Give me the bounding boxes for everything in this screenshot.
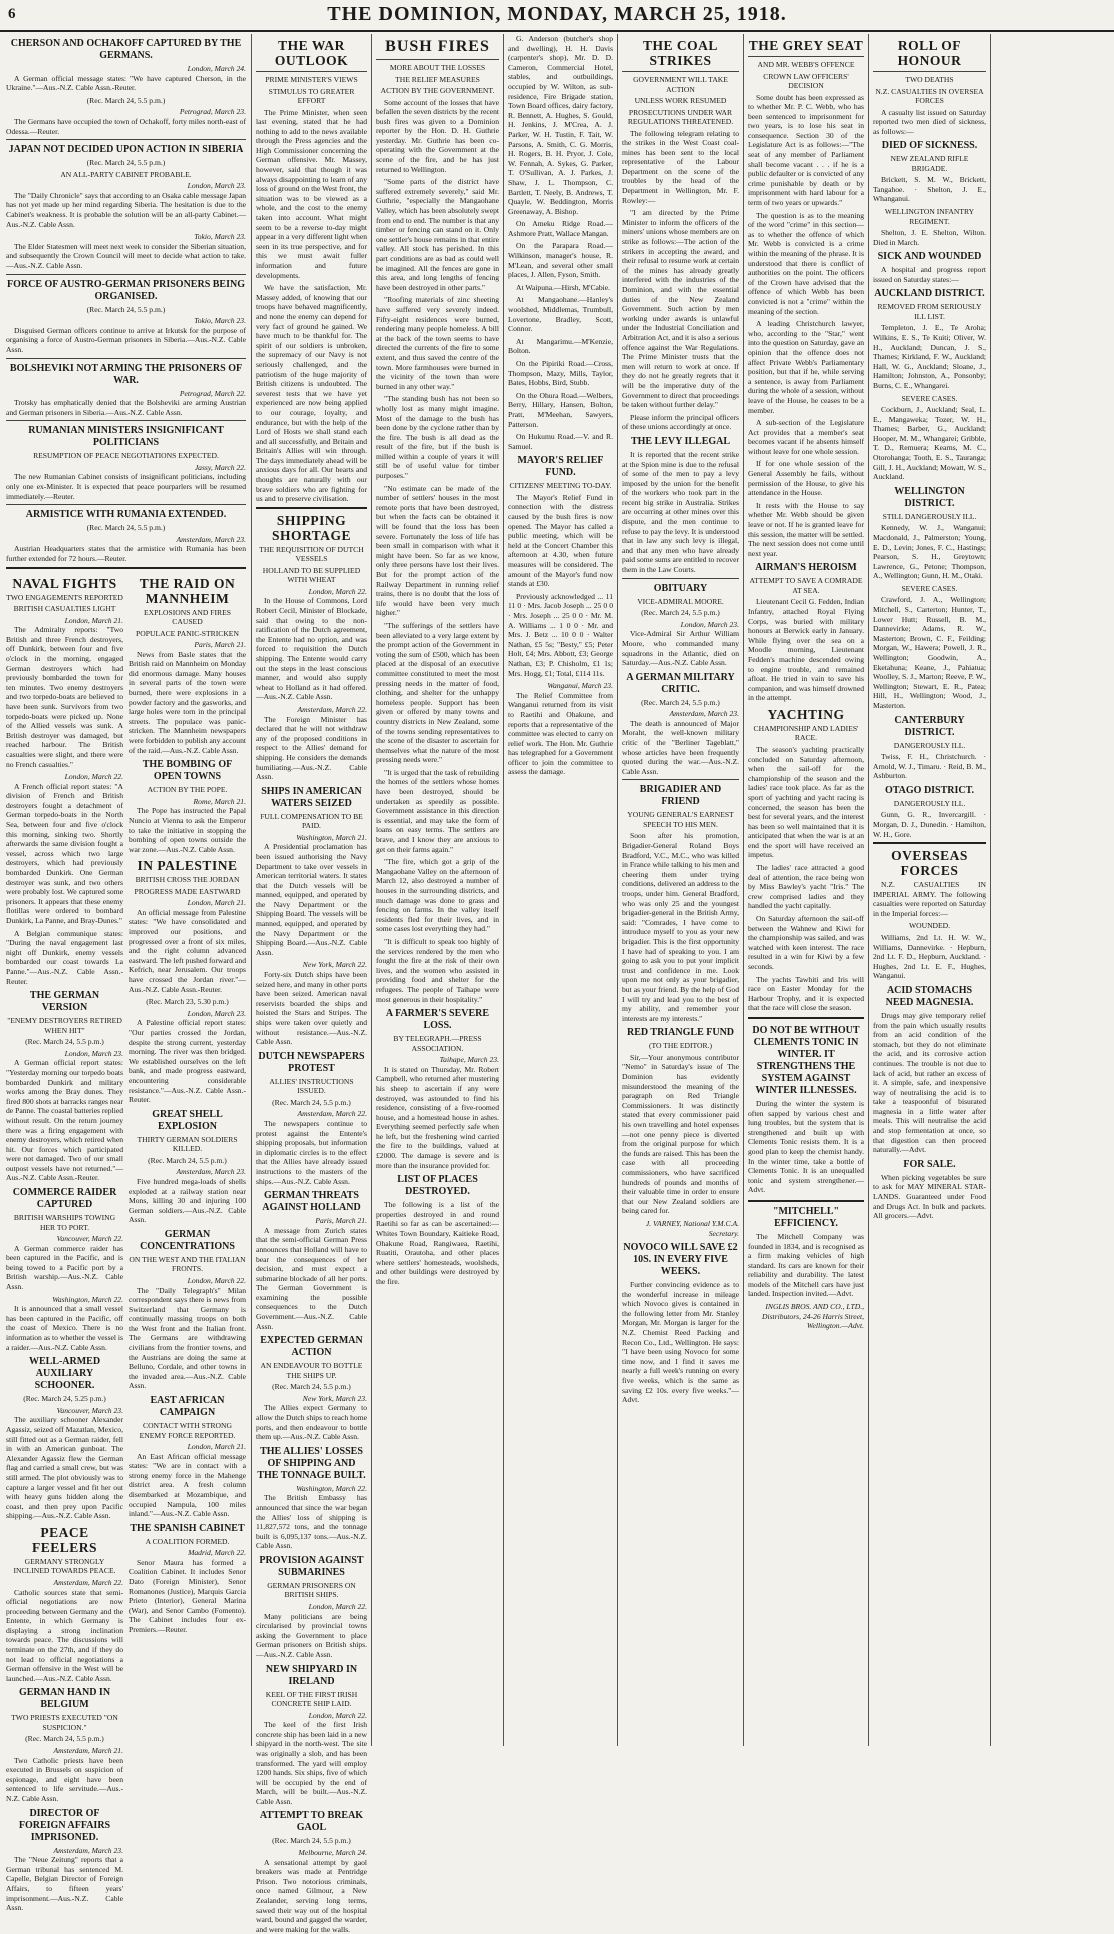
article-text: "It is difficult to speak too highly of the services rendered by the men who fought the fire at the risk of their own lives, and the women who assisted in providing food and shelter for the refugees. The people of Taihape were most generous in their hospitality."	[376, 936, 499, 1004]
headline: IN PALESTINE	[137, 858, 238, 874]
subheadline: VICE-ADMIRAL MOORE.	[637, 596, 724, 606]
page-number: 6	[8, 6, 16, 22]
casualty-list: Twiss, F. H., Christchurch. · Arnold, W. J., Timaru. · Reid, B. M., Ashburton.	[873, 752, 986, 781]
article-text: Trotsky has emphatically denied that the Bolsheviki are arming Austrian and German prisoners in Siberia.—Aus.-N.Z. Cable Assn.	[6, 398, 246, 417]
advert-box	[748, 1017, 864, 1202]
article-text: The season's yachting practically concluded on Saturday afternoon, when the sail-off for the championship of the season and the ladies' race took place. As far as the sport of yachting and yacht racing is concerned, the season has been the best for several years, and the interest has been so well maintained that it is anticipated that when the war is at an end the sport will have received an impetus.	[748, 744, 864, 860]
column-rule	[503, 34, 504, 1746]
article-text: The following is a list of the properties destroyed in and round Raetihi so far as can be ascertained:—Whites Town Boundary, Kaitieke Road, Ohakune Road, Rangiwaea, Raetihi, Ruatiti, Orautoha, and other places where settlers' homesteads, woolsheds, and other buildings were destroyed by the fire.	[376, 1200, 499, 1286]
headline: DIED OF SICKNESS.	[881, 140, 978, 152]
headline: PEACE FEELERS	[31, 1524, 98, 1555]
article-text: Vice-Admiral Sir Arthur William Moore, who commanded many squadrons in the Atlantic, died on Saturday.—Aus.-N.Z. Cable Assn.	[622, 629, 739, 668]
casualty-list: Kennedy, W. J., Wanganui; Macdonald, J., Palmerston; Young, E. D., Levin; Jones, F. C., Hastings; Pearson, S. H., Greytown; Lawrence, G., Petone; Thompson, A., Wellington; Gunn, H. M., Otaki.	[873, 523, 986, 581]
dateline: London, March 23.	[187, 181, 246, 191]
received-note: (Rec. March 24, 5.5 p.m.)	[641, 608, 720, 618]
headline: MAYOR'S RELIEF FUND.	[517, 455, 604, 479]
headline: OBITUARY	[653, 582, 708, 594]
dateline: Madrid, March 22.	[188, 1548, 246, 1558]
dateline: Washington, March 22.	[52, 1294, 123, 1304]
subheadline: DANGEROUSLY ILL.	[893, 740, 966, 750]
dateline: London, March 21.	[64, 615, 123, 625]
article-text: The following telegram relating to the strikes in the West Coast coal-mines has been sent to the local representative of the Labour Department on the scene of the troubles by the head of the Department in Wellington, Mr. F. Rowley:—	[622, 128, 739, 205]
headline: DIRECTOR OF FOREIGN AFFAIRS IMPRISONED.	[18, 1807, 111, 1843]
headline: GERMAN HAND IN BELGIUM	[18, 1687, 111, 1711]
headline: THE ALLIES' LOSSES OF SHIPPING AND THE TONNAGE BUILT.	[257, 1445, 366, 1481]
article-text: Many politicians are being circularised by provincial towns asking the Government to place German prisoners on British ships.—Aus.-N.Z. Cable Assn.	[256, 1611, 367, 1659]
subheadline: YOUNG GENERAL'S EARNEST SPEECH TO HIS MEN.	[627, 810, 734, 829]
article-text: It is reported that the recent strike at the Spion mine is due to the refusal of some of the men to pay a levy imposed by the union for the benefit of the workers who took part in the recent big strike in Australia. Strikes are occurring at other mines over this dispute, and the men continue to refuse to pay the levy. It is understood that in law any such levy is illegal, and that any men who have already paid some sums are entitled to recover them in the Law Courts.	[622, 449, 739, 575]
article-text: An East African official message states: "We are in contact with a strong enemy force in the Mahenge district area. A fresh column disembarked at Mozambique, and occupied Nampula, 100 miles inland."—Aus.-N.Z. Cable Assn.	[129, 1451, 246, 1519]
dateline: Paris, March 21.	[315, 1216, 367, 1226]
subheadline: REMOVED FROM SERIOUSLY ILL LIST.	[877, 302, 982, 321]
advert-text: During the winter the system is often sapped by various chest and lung troubles, but the system that is strengthened and built up with Clements Tonic resists them. It is a good plan to keep the chemist handy. In the winter time, take a bottle of Clements Tonic. It is an unequalled tonic and system strengthener.—Advt.	[748, 1098, 864, 1195]
subheadline: ON THE WEST AND THE ITALIAN FRONTS.	[129, 1254, 246, 1274]
subheadline: TWO PRIESTS EXECUTED "ON SUSPICION."	[11, 1713, 118, 1732]
advert-text: Drugs may give temporary relief from the pain which usually results from an acid condition of the stomach, but they do not eliminate the acid, and its corrosive action continues. The trouble is not due to lack of acid, but rather an excess of it. A simple, safe, and inexpensive way of neutralising the acid is to take a teaspoonful of bisurated magnesia in a little water after meals. This will neutralise the acid and stop fermentation at once, so that digestion can then proceed naturally.—Advt.	[873, 1010, 986, 1155]
article-text: News from Basle states that the British raid on Mannheim on Monday did enormous damage. Many houses in several parts of the town were burned, there were explosions in a powder factory and the gasworks, and large holes were torn in the principal streets. The populace was panic-stricken. The Mannheim newspapers were forbidden to publish any account of the raid.—Aus.-N.Z. Cable Assn.	[129, 649, 246, 755]
dateline: Taihape, March 23.	[439, 1055, 499, 1065]
subheadline: AN ALL-PARTY CABINET PROBABLE.	[60, 169, 192, 179]
article-text: The British Embassy has announced that since the war began the Allies' loss of shipping is 11,827,572 tons, and the tonnage built is 6,095,137 tons.—Aus.-N.Z. Cable Assn.	[256, 1493, 367, 1551]
column-rule	[743, 34, 744, 1746]
headline: GERMAN CONCENTRATIONS	[140, 1228, 235, 1252]
article-text: We have the satisfaction, Mr. Massey added, of knowing that our troops have behaved magnificently, and none the enemy can depend for very fact of ground he gained. We have much to be thankful for. The spirit of our soldiers is unbroken, the supremacy of our Navy is not seriously challenged, and the patriotism of the huge majority of British citizens is undoubted. The severest tests that we have yet experienced are now being applied to our courage, loyalty, and endurance, but with the help of the Lord of Hosts we shall stand each and all successfully, and Britain and Britain's Allies will win through. The days immediately ahead will be anxious days for all. Our hearts and thoughts are naturally with our brave soldiers who are fighting for us and to preserve civilisation.	[256, 283, 367, 504]
subheadline: GOVERNMENT WILL TAKE ACTION	[633, 75, 728, 94]
subheadline: WELLINGTON INFANTRY REGIMENT.	[884, 207, 975, 226]
article-text: "Some parts of the district have suffered extremely severely," said Mr. Guthrie, "especially the Mangaohane Valley, which has been absolutely swept from end to end. The number is that any timber or fencing can stand on it. Only one settler's house remains in that entire valley. All stock has perished. In this part conditions are as bad as could well be imagined. All the fences are gone in this area, and long lengths of fencing have been destroyed in other parts."	[376, 177, 499, 292]
article-text: "The sufferings of the settlers have been alleviated to a very large extent by the prompt action of the Government in voting the sum of £500, which has been placed at the disposal of an executive committee constituted to meet the most pressing needs in the matter of food, clothing, and shelter for the unhappy homeless people. Support has been given or offered by many towns and country districts in New Zealand, some of the towns sending representatives to the scene of the disaster to ascertain for themselves what the nature of the most pressing needs were."	[376, 620, 499, 765]
subheadline: WOUNDED.	[908, 921, 951, 931]
article-text: A sub-section of the Legislature Act provides that a member's seat becomes vacant if he absents himself without leave for one whole session.	[748, 418, 864, 456]
headline: THE WAR OUTLOOK	[274, 38, 349, 68]
headline: NEW SHIPYARD IN IRELAND	[265, 1663, 358, 1687]
article-text: A casualty list issued on Saturday reported two men died of sickness, as follows:—	[873, 107, 986, 136]
subheadline: THIRTY GERMAN SOLDIERS KILLED.	[137, 1134, 238, 1154]
subheadline: STILL DANGEROUSLY ILL.	[882, 511, 977, 521]
headline: THE GERMAN VERSION	[29, 990, 100, 1014]
subheadline: CROWN LAW OFFICERS' DECISION	[763, 71, 849, 90]
headline: THE BOMBING OF OPEN TOWNS	[142, 759, 233, 783]
headline: FORCE OF AUSTRO-GERMAN PRISONERS BEING ORGANISED.	[7, 278, 245, 302]
headline: THE COAL STRIKES	[643, 38, 718, 68]
article-text: In the House of Commons, Lord Robert Cecil, Minister of Blockade, said that owing to the non-ratification of the Dutch agreement, the Entente had no option, and was forced to requisition the Dutch shipping. The Entente would carry out the steps in the least conscious manner, and would also supply wheat to Holland as it had offered.—Aus.-N.Z. Cable Assn.	[256, 596, 367, 702]
subheadline: FULL COMPENSATION TO BE PAID.	[260, 811, 363, 831]
article-text: The Foreign Minister has declared that he will not withdraw any of the proposed conditions in respect to the Allies' demand for shipping. He considers the demands humiliating.—Aus.-N.Z. Cable Assn.	[256, 714, 367, 782]
article-text: A German commerce raider has been captured in the Pacific, and is being towed to a Pacific port by a British warship.—Aus.-N.Z. Cable Assn.	[6, 1243, 123, 1292]
subheadline: SEVERE CASES.	[901, 583, 958, 593]
subheadline: AND MR. WEBB'S OFFENCE	[757, 60, 855, 69]
article-text: A Presidential proclamation has been issued authorising the Navy Department to take over vessels in American territorial waters. It states that the Dutch vessels will be manned, equipped, and operated by the Navy Department or the Shipping Board. The vessels will be manned, equipped, and operated by the Navy Department or the Shipping Board.—Aus.-N.Z. Cable Assn.	[256, 842, 367, 957]
article-text: Catholic sources state that semi-official negotiations are now proceeding between Germany and the Entente, in which Germany is displaying a strong inclination towards peace. The discussions will terminate on the 27th, and if they do not lead to official negotiations a German offensive in the West will be launched.—Aus.-N.Z. Cable Assn.	[6, 1587, 123, 1683]
headline: SHIPPING SHORTAGE	[271, 512, 352, 543]
dateline: Washington, March 21.	[296, 832, 367, 842]
subheadline: DANGEROUSLY ILL.	[893, 798, 966, 808]
dateline: Paris, March 21.	[194, 640, 246, 650]
subheadline: HOLLAND TO BE SUPPLIED WITH WHEAT	[262, 565, 361, 585]
subheadline: GERMAN PRISONERS ON BRITISH SHIPS.	[267, 1580, 356, 1600]
headline: CHERSON AND OCHAKOFF CAPTURED BY THE GERMANS.	[10, 38, 242, 61]
headline: LIST OF PLACES DESTROYED.	[397, 1174, 478, 1198]
article-text: A French official report states: "A division of French and British destroyers fought a detachment of German torpedo-boats in the North Sea, between four and five o'clock this morning, sinking two. Shortly afterwards the same division fought a vessel, across which two large destroyers, which had previously bombarded Dunkirk. One German destroyer was sunk, and two others were probably lost. We captured some prisoners. It appears that these enemy flotillas were ordered to bombard Dunkirk, La Panne, and Bray-Dunes."	[6, 781, 123, 925]
headline: EAST AFRICAN CAMPAIGN	[150, 1395, 225, 1419]
article-text: The Elder Statesmen will meet next week to consider the Siberian situation, and subsequently the Crown Council will meet to decide what action to take.—Aus.-N.Z. Cable Assn.	[6, 241, 246, 270]
advert-signature: INGLIS BROS. AND CO., LTD., Distributors, 24-26 Harris Street, Wellington.—Advt.	[761, 1302, 864, 1331]
headline: PROVISION AGAINST SUBMARINES	[259, 1554, 364, 1578]
advert-headline: ACID STOMACHS NEED MAGNESIA.	[885, 984, 974, 1008]
article-text: "I am directed by the Prime Minister to inform the officers of the miners' unions whose members are on strike as follows:—The action of the strikers in accepting the award, and their refusal to resume work at certain of the mines has already greatly interfered with the industries of the Dominion, and with the essential duties of the New Zealand Government. Such action by men working under awards is unlawful under the Industrial Conciliation and Arbitration Act, and it is also a serious offence against the War Regulations. The Prime Minister trusts that the men will return to work at once. If they do not he greatly regrets that it will be the imperative duty of the Government to direct that proceedings be taken without further delay."	[622, 208, 739, 410]
advert-headline: FOR SALE.	[903, 1158, 956, 1170]
subheadline: RESUMPTION OF PEACE NEGOTIATIONS EXPECTED.	[33, 451, 219, 461]
article-text: If for one whole session of the General Assembly he fails, without permission of the House, to give his attendance in the House.	[748, 459, 864, 498]
advert-headline: "MITCHELL" EFFICIENCY.	[772, 1205, 840, 1229]
received-note: (Rec. March 24, 5.5 p.m.)	[25, 1734, 104, 1744]
article-text: A leading Christchurch lawyer, who, according to the "Star," went into the question on Saturday, gave an opinion that the offence does not affect Private Webb's Parliamentary position, but that if he, while serving a sentence, is away from Parliament during the whole of a session, without leave of the House, he ceases to be a member.	[748, 319, 864, 415]
article-text: A German official report states: "Yesterday morning our torpedo boats bombarded Dunkirk and military works among the Bray dunes. They fired 800 shots at barracks ranges near de Panne. The coastal batteries replied without result. On the return journey there was a firing engagement with enemy destroyers, which retired when hit. Our forces which participated were not damaged. Two of our small outpost vessels have not returned."—Aus.-N.Z. Cable Assn.-Reuter.	[6, 1058, 123, 1183]
subheadline: BRITISH WARSHIPS TOWING HER TO PORT.	[13, 1213, 116, 1232]
dateline: London, March 22.	[308, 586, 367, 596]
subheadline: CHAMPIONSHIP AND LADIES' RACE.	[753, 723, 859, 743]
article-text: Two Catholic priests have been executed in Brussels on suspicion of espionage, and eight have been sentenced to life servitude.—Aus.-N.Z. Cable Assn.	[6, 1755, 123, 1803]
headline: BUSH FIRES	[385, 38, 490, 55]
dateline: London, March 23.	[64, 1048, 123, 1058]
headline: RED TRIANGLE FUND	[626, 1027, 735, 1039]
received-note: (Rec. March 24, 5.5 p.m.)	[25, 1037, 104, 1047]
article-text: "It is urged that the task of rebuilding the homes of the settlers whose homes have been destroyed, should be undertaken as speedily as possible. Government assistance in this direction is essential, and may take the form of loans on easy terms. The settlers are brave, and I know they are anxious to get on their farms again."	[376, 767, 499, 854]
headline: DUTCH NEWSPAPERS PROTEST	[258, 1050, 365, 1074]
column-3	[376, 34, 499, 1746]
dateline: Melbourne, March 24.	[298, 1848, 367, 1858]
article-text: Forty-six Dutch ships have been seized here, and many in other ports have been seized. American naval reservists boarded the ships and hoisted the Stars and Stripes. The ships were taken over quietly and without resistance.—Aus.-N.Z. Cable Assn.	[256, 970, 367, 1047]
dateline: Amsterdam, March 22.	[53, 1577, 123, 1587]
article-text: The auxiliary schooner Alexander Agassiz, seized off Mazatlan, Mexico, still fitted out as a German raider, fell in with an American gunboat. The Alexander Agassiz flew the German flag and carried a small crew, but was still armed. The plot obviously was to capture a larger vessel and fit her out with heavy guns hidden along the coast, and then prey upon Pacific shipping.—Aus.-N.Z. Cable Assn.	[6, 1415, 123, 1521]
article-text: Senor Maura has formed a Coalition Cabinet. It includes Senor Dato (Foreign Minister), Senor Romanones (Justice), Marquis Garcia Prieto (Interior), General Marina (War), and Senor Cambo (Fomento). The Cabinet includes four ex-Premiers.—Reuter.	[129, 1557, 246, 1635]
headline: THE GREY SEAT	[748, 38, 864, 53]
column-rule	[251, 34, 252, 1746]
subheadline: THE RELIEF MEASURES	[395, 74, 480, 84]
dateline: London, March 22.	[308, 1710, 367, 1720]
headline: AUCKLAND DISTRICT.	[874, 288, 985, 300]
headline: GREAT SHELL EXPLOSION	[152, 1108, 223, 1132]
headline: OVERSEAS FORCES	[891, 848, 968, 879]
dateline: Jassy, March 22.	[194, 462, 246, 472]
dateline: London, March 24.	[187, 64, 246, 73]
received-note: (Rec. March 24, 5.5 p.m.)	[272, 1382, 351, 1392]
letter-text: Sir,—Your anonymous contributor "Nemo" in Saturday's issue of The Dominion has evidently misunderstood the meaning of the paragraph on Red Triangle Commissioners. It was distinctly stated that every commissioner paid his own travelling and hotel expenses—not one penny piece is diverted from the original purpose for which the funds are raised. This has been the case with all proceeding commissioners, who have sacrificed hundreds of pounds and months of their valuable time in order to ensure that our New Zealand soldiers are being cared for.	[622, 1052, 739, 1216]
dateline: Vancouver, March 23.	[56, 1405, 123, 1415]
article-text: On the Ohura Road.—Welbers, Berry, Hillary, Hansen, Bolton, Pratt, M'Meehan, Sawyers, Patterson.	[508, 390, 613, 429]
article-text: An official message from Palestine states: "We have consolidated and improved our positions, and progressed over a front of six miles, and the right column advanced eastward. The left pushed forward and Kefrich, near Jerusalem. Our troops have crossed the Jordan river."—Aus.-N.Z. Cable Assn.-Reuter.	[129, 907, 246, 994]
headline: JAPAN NOT DECIDED UPON ACTION IN SIBERIA	[8, 144, 244, 156]
article-text: Please inform the principal officers of these unions accordingly at once.	[622, 412, 739, 432]
article-text: The Prime Minister, when seen last evening, stated that he had nothing to add to the news available through the Press agencies and the High Commissioner concerning the German offensive. Mr. Massey, however, said that though it was always disappointing to learn of any loss of ground on the West front, the situation was to be viewed as a whole, and the cost to the enemy taken into account. What might seem to be a reverse to-day might appear in a very different light when seen in its true perspective, and for this we must await fuller information and future developments.	[256, 107, 367, 280]
article-text: The newspapers continue to protest against the Entente's shipping proposals, but information in diplomatic circles is to the effect that the Allies have already issued instructions to the masters of the ships.—Aus.-N.Z. Cable Assn.	[256, 1118, 367, 1186]
headline: A GERMAN MILITARY CRITIC.	[626, 671, 735, 695]
article-text: A German official message states: "We have captured Cherson, in the Ukraine."—Aus.-N.Z. Cable Assn.-Reuter.	[6, 73, 246, 93]
advert-text: When picking vegetables be sure to ask for MAY MINERAL STAR-LANDS. Guaranteed under Food and Drugs Act. In bulk and packets. All grocers.—Advt.	[873, 1172, 986, 1221]
article-text: The Allies expect Germany to allow the Dutch ships to reach home ports, and then endeavour to bottle them up.—Aus.-N.Z. Cable Assn.	[256, 1403, 367, 1442]
column-rule	[617, 34, 618, 1746]
headline: GERMAN THREATS AGAINST HOLLAND	[262, 1190, 361, 1214]
article-text: A hospital and progress report issued on Saturday states:—	[873, 265, 986, 284]
article-text: At Mangaohane.—Hanley's woolshed, Middlemas, Trumbull, Lovertone, Bradley, Scott, Connor.	[508, 295, 613, 334]
subheadline: AN ENDEAVOUR TO BOTTLE THE SHIPS UP.	[260, 1361, 363, 1380]
headline: BOLSHEVIKI NOT ARMING THE PRISONERS OF WAR.	[9, 362, 243, 386]
headline: ROLL OF HONOUR	[897, 38, 962, 68]
column-rule	[990, 34, 991, 1746]
article-text: The "Daily Chronicle" says that according to an Osaka cable message Japan has not yet made up her mind regarding Siberia. The hesitation is due to the Cabinet's weakness. It is probable the solution will be an all-party Cabinet.—Aus.-N.Z. Cable Assn.	[6, 190, 246, 229]
article-text: On the Parapara Road.—Wilkinson, manager's house, R. M'Lean, and several other small places, J. Allen, Fyson, Smith.	[508, 241, 613, 280]
casualty-list: Brickett, S. M. W., Brickett, Tangahoe. · Shelton, J. E., Whanganui.	[873, 175, 986, 204]
masthead	[0, 0, 1114, 32]
subheadline: NEW ZEALAND RIFLE BRIGADE.	[890, 154, 969, 173]
article-text: The "Daily Telegraph's" Milan correspondent says there is news from Switzerland that Germany is continually massing troops on both the West front and the Italian front. The Germans are withdrawing civilians from the frontier towns, and the Austrians are doing the same at Belluno, Cordale, and other towns in the invaded area.—Aus.-N.Z. Cable Assn.	[129, 1285, 246, 1391]
headline: EXPECTED GERMAN ACTION	[260, 1335, 363, 1359]
article-text: A message from Zurich states that the semi-official German Press announces that Holland will have to bear the consequences of her decision, and must expect a submarine blockade of all her ports. The German Government is examining the possible consequences to the Dutch Government.—Aus.-N.Z. Cable Assn.	[256, 1225, 367, 1331]
byline: BY TELEGRAPH.—PRESS ASSOCIATION.	[393, 1034, 482, 1053]
column-6	[748, 34, 864, 1746]
headline: AIRMAN'S HEROISM	[755, 562, 857, 574]
headline: WELLINGTON DISTRICT.	[894, 485, 965, 509]
signature: J. VARNEY, National Y.M.C.A. Secretary.	[645, 1218, 739, 1238]
column-rule	[371, 34, 372, 1746]
article-text: The new Rumanian Cabinet consists of insignificant politicians, including only one ex-Minister. It is expected that peace pourparlers will be resumed immediately.—Reuter.	[6, 472, 246, 501]
article-text: The keel of the first Irish concrete ship has been laid in a new shipyard in the north-west. The site was originally a slob, and has been transformed. The yard will employ 1200 hands. Six ships, five of which will be occupied by the end of March, will be built.—Aus.-N.Z. Cable Assn.	[256, 1720, 367, 1806]
article-text: It is announced that a small vessel has been captured in the Pacific, off the coast of Mexico. There is no information as to whether the vessel is a raider.—Aus.-N.Z. Cable Assn.	[6, 1304, 123, 1352]
subheadline: N.Z. CASUALTIES IN OVERSEA FORCES	[875, 86, 984, 105]
dateline: London, March 23.	[187, 1008, 246, 1018]
subheadline: ALLIES' INSTRUCTIONS ISSUED.	[269, 1076, 354, 1096]
article-text: The "Neue Zeitung" reports that a German tribunal has sentenced M. Capelle, Belgian Director of Foreign Affairs, to fifteen years' imprisonment.—Aus.-N.Z. Cable Assn.	[6, 1855, 123, 1913]
column-8	[995, 34, 1109, 1746]
dateline: Wanganui, March 23.	[547, 681, 613, 691]
headline: ARMISTICE WITH RUMANIA EXTENDED.	[25, 509, 227, 521]
headline: YACHTING	[767, 706, 845, 722]
subheadline: PRIME MINISTER'S VIEWS	[265, 75, 358, 84]
article-text: N.Z. CASUALTIES IN IMPERIAL ARMY. The following casualties were reported on Saturday in the Imperial forces:—	[873, 880, 986, 918]
dateline: Amsterdam, March 21.	[53, 1746, 123, 1756]
column-1	[6, 34, 246, 1913]
dateline: Amsterdam, March 22.	[297, 704, 367, 714]
article-text: Some doubt has been expressed as to whether Mr. P. C. Webb, who has been sentenced to imprisonment for two years, is to lose his seat in consequence. Section 30 of the Legislature Act is as follows:—"The seat of any member of Parliament shall become vacant . . . if he is a public defaulter or is convicted of any crime punishable by death or by imprisonment with hard labour for a term of two years or upwards."	[748, 92, 864, 208]
casualty-list: Williams, 2nd Lt. H. W. W., Williams, Dannevirke. · Hepburn, 2nd Lt. F. D., Hepburn, Auckland. · Hughes, 2nd Lt. E. F., Hughes, Wanganui.	[873, 932, 986, 981]
article-text: Some account of the losses that have befallen the seven districts by the recent bush fires was given to a Dominion reporter by the Hon. D. H. Guthrie yesterday. Mr. Guthrie has been co-operating with the Government at the scene of the fire, and he has just returned to Wellington.	[376, 97, 499, 174]
dateline: Vancouver, March 22.	[56, 1234, 123, 1244]
article-text: Disguised German officers continue to arrive at Irkutsk for the purpose of organising a force of Austro-German prisoners in Siberia.—Aus.-N.Z. Cable Assn.	[6, 325, 246, 354]
sub-column-left	[6, 572, 123, 1916]
casualty-list: Templeton, J. E., Te Aroha; Wilkins, E. S., Te Kuiti; Oliver, W. H., Auckland; Duncan, J. S., Thames; Kirkland, F. W., Auckland; Hall, W. G., Auckland; Sloane, J., Hamilton; Johnston, A., Ponsonby; Burns, C. E., Whangarei.	[873, 323, 986, 390]
article-text: On Ameku Ridge Road.—Ashmore Pratt, Wallace Mangan.	[508, 219, 613, 238]
article-text: Five hundred mega-loads of shells exploded at a railway station near Mons, killing 30 and injuring 100 German soldiers.—Aus.-N.Z. Cable Assn.	[129, 1176, 246, 1225]
subheadline: ATTEMPT TO SAVE A COMRADE AT SEA.	[749, 576, 863, 595]
article-text: "The standing bush has not been so wholly lost as many might imagine. Most of the damage to the bush has been done by the cyclone rather than by the fire. The bush is all dead as the result of the fire, but if the bush is milled within a couple of years it will still be of useful value for timber purposes."	[376, 394, 499, 481]
article-text: At Mangarimu.—M'Kenzie, Bolton.	[508, 336, 613, 356]
subheadline: STIMULUS TO GREATER EFFORT	[268, 86, 355, 105]
received-note: (Rec. March 24, 5.5 p.m.)	[86, 158, 166, 168]
subheadline: (TO THE EDITOR.)	[648, 1041, 713, 1051]
headline: NAVAL FIGHTS	[12, 575, 117, 591]
casualty-list: Crawford, J. A., Wellington; Mitchell, S., Carterton; Hunter, T., Lower Hutt; Russell, B. M., Dannevirke; Adams, R. W., Masterton; Brown, C. F., Feilding; Morgan, W., Hawera; Powell, J. R., Wellington; Goodwin, A., Eketahuna; Keane, J., Pahiatua; Woolley, S. J., Marton; Reeve, P. W., Wellington; Stewart, E. R., Patea; Hill, H., Wellington; Wood, J., Masterton.	[873, 595, 986, 710]
headline: THE LEVY ILLEGAL	[630, 435, 731, 447]
article-text: Austrian Headquarters states that the armistice with Rumania has been further extended for 72 hours.—Reuter.	[6, 544, 246, 563]
column-4	[508, 34, 613, 1746]
column-2	[256, 34, 367, 1934]
dateline: New York, March 22.	[302, 960, 367, 970]
dateline: Amsterdam, March 23.	[176, 1167, 246, 1177]
received-note: (Rec. March 24, 5.5 p.m.)	[86, 95, 166, 105]
subheadline: A COALITION FORMED.	[145, 1536, 230, 1546]
received-note: (Rec. March 24, 5.5 p.m.)	[148, 1155, 227, 1165]
headline: BRIGADIER AND FRIEND	[639, 784, 722, 808]
headline: RUMANIAN MINISTERS INSIGNIFICANT POLITICIANS	[28, 425, 224, 449]
article-text: The Mayor's Relief Fund in connection with the distress caused by the bush fires is now opened. The Mayor has called a public meeting, which will be held at the Concert Chamber this afternoon at 4.30, when future measures will be considered. The amount of the Mayor's fund now stands at £30.	[508, 492, 613, 589]
article-text: The Admiralty reports: "Two British and three French destroyers, off Dunkirk, between four and five o'clock in the morning, engaged German destroyers which had previously bombarded the town for ten minutes. Two enemy destroyers and two torpedo-boats are believed to have been sunk. Survivors from two torpedo-boats were picked up. None of the Allied vessels was sunk. A British destroyer was damaged, but reached harbour. The British casualties were slight, and there were no French casualties."	[6, 625, 123, 769]
article-text: The question is as to the meaning of the word "crime" in this section—as to whether the offence of which Mr. Webb is convicted is a crime within the meaning of the phrase. It is understood that there is conflict of authorities on the point. The officers of the Crown have advised that the offence of which Webb has been convicted is not a "crime" within the meaning of the section.	[748, 210, 864, 316]
advert-text: The Mitchell Company was founded in 1834, and is recognised as a firm making vehicles of high standard. Its cars are known for their reliability and durability. The latest models of the Mitchell cars have just landed. Inspection invited.—Advt.	[748, 1231, 864, 1299]
dateline: London, March 22.	[308, 1601, 367, 1611]
subscription-list: Previously acknowledged ... 11 11 0 · Mrs. Jacob Joseph ... 25 0 0 · Mrs. Joseph ... 25 0 0 · Mr. M. A. Williams ... 1 0 0 · Mr. and Mrs. J. Betz ... 10 0 0 · Walter Nathan, £5 5s; "Besty," £5; Peter Holt, £4; Mrs. Abbott, £3; George Nathan, £3; P. Chisholm, £1 1s; Mrs. Hogg, £1; Total, £114 11s.	[508, 591, 613, 678]
dateline: Tokio, March 23.	[194, 232, 246, 242]
article-text: On the Pipiriki Road.—Cross, Thompson, Mazy, Mills, Taylor, Bates, Hobbs, Bird, Stubb.	[508, 359, 613, 388]
article-text: The Germans have occupied the town of Ochakoff, forty miles north-east of Odessa.—Reuter.	[6, 116, 246, 136]
article-text: A Palestine official report states: "Our parties crossed the Jordan, despite the strong current, yesterday morning. The river was then bridged. We established ourselves on the left bank, and made progress eastward, encountering considerable resistance."—Aus.-N.Z. Cable Assn.-Reuter.	[129, 1018, 246, 1105]
article-text: "No estimate can be made of the number of settlers' houses in the most remote ports that have been destroyed, but when the facts can be obtained it will be found that the loss has been severe. Fortunately the loss of life has been small in comparison with what it might have been. So far as we know, only three persons have lost their lives. But for the prompt action of the Railway Department in running relief trains, there is no doubt that the loss of life would have been very much higher."	[376, 483, 499, 618]
casualty-list: Cockburn, J., Auckland; Seal, L. E., Mangaweka; Tozer, W. H., Thames; Barber, G., Auckland; Hooper, M. M., Whangarei; Gribble, T. D., Remuera; Kearns, M. C., Otorohanga; Tooth, E. S., Tauranga; Gill, J. H., Auckland; Mowatt, W. S., Auckland.	[873, 405, 986, 482]
dateline: Amsterdam, March 23.	[669, 709, 739, 719]
dateline: London, March 21.	[187, 1442, 246, 1452]
subheadline: BRITISH CASUALTIES LIGHT	[13, 604, 116, 614]
article-text: At Waipuna.—Hirsh, M'Cabie.	[516, 282, 611, 292]
article-text: It rests with the House to say whether Mr. Webb should be given leave or not. If he is granted leave for this session, the matter will be settled. The next session does not come until next year.	[748, 500, 864, 558]
received-note: (Rec. March 23, 5.30 p.m.)	[146, 997, 229, 1007]
article-text: It is stated on Thursday, Mr. Robert Campbell, who returned after mustering his sheep to ascertain if any were destroyed, was astounded to find his residence, consisting of a five-roomed house, and a homestead house in ashes. Everything seemed perfectly safe when he left, but the freshening wind carried the fire to the buildings, valued at £2000. The damage is severe and is more than the insurance provided for.	[376, 1064, 499, 1170]
subheadline: "ENEMY DESTROYERS RETIRED WHEN HIT"	[7, 1016, 122, 1035]
headline: THE SPANISH CABINET	[130, 1522, 245, 1534]
dateline: London, March 23.	[680, 619, 739, 629]
dateline: London, March 22.	[64, 772, 123, 782]
article-text: The Pope has instructed the Papal Nuncio at Vienna to ask the Emperor to take the initiative in stopping the bombing of open towns outside the war zone.—Aus.-N.Z. Cable Assn.	[129, 806, 246, 854]
subheadline: PROSECUTIONS UNDER WAR REGULATIONS THREATENED.	[627, 107, 734, 126]
casualty-list: Gunn, G. R., Invercargill. · Morgan, D. J., Dunedin. · Hamilton, W. H., Gore.	[873, 810, 986, 839]
dateline: Amsterdam, March 23.	[53, 1845, 123, 1855]
subheadline: CONTACT WITH STRONG ENEMY FORCE REPORTED.	[139, 1421, 236, 1440]
subheadline: BRITISH CROSS THE JORDAN	[135, 875, 240, 885]
received-note: (Rec. March 24, 5.5 p.m.)	[272, 1836, 351, 1846]
column-5	[622, 34, 739, 1746]
paper-title: THE DOMINION, MONDAY, MARCH 25, 1918.	[327, 3, 787, 25]
received-note: (Rec. March 24, 5.5 p.m.)	[86, 304, 166, 314]
dateline: Amsterdam, March 22.	[297, 1109, 367, 1119]
subheadline: CITIZENS' MEETING TO-DAY.	[509, 481, 612, 491]
headline: SHIPS IN AMERICAN WATERS SEIZED	[261, 785, 362, 809]
subheadline: GERMANY STRONGLY INCLINED TOWARDS PEACE.	[13, 1556, 116, 1576]
subheadline: TWO DEATHS	[905, 75, 954, 84]
advert-text: Further convincing evidence as to the wonderful increase in mileage which Novoco gives is contained in the following letter from Mr. Stanley Morgan, Mr. Morgan is larger for the N.Z. Chemist Reed Packing and Recon Co., Ltd., Wellington. He says: "I have been using Novoco for some time now, and I find it saves me nearly a full week's running on every five weeks, which is the same as saving £2 10s. every five weeks."—Advt.	[622, 1280, 739, 1405]
dateline: Petrograd, March 22.	[179, 388, 246, 398]
article-text: On Saturday afternoon the sail-off between the Wahnew and Kiwi for the championship was sailed, and was watched with keen interest. The race resulted in a win for Kiwi by a few seconds.	[748, 914, 864, 971]
subheadline: KEEL OF THE FIRST IRISH CONCRETE SHIP LAID.	[265, 1689, 358, 1709]
article-text: "Roofing materials of zinc sheeting have suffered very severely indeed. Fifty-eight residences were burned, rendering many people homeless. A bill at the back of the town seems to have directed the currents of the fire to some extent, and thus saved the centre of the town. More farmhouses were burned in the vicinity of the town than were burned in any other way."	[376, 295, 499, 391]
headline: OTAGO DISTRICT.	[884, 784, 975, 796]
dateline: New York, March 23.	[302, 1393, 367, 1403]
article-text: Soon after his promotion, Brigadier-General Roland Boys Bradford, V.C., M.C., who was killed in France while talking to his men and cheering them under trying conditions, delivered an address to the troops, under him. General Bradford, who was only 25 and the youngest brigadier-general in the British Army, said: "Comrades, I have come to introduce myself to you as your new brigadier. This is the first opportunity I have had of speaking to you. I am going to ask you to put your implicit trust and confidence in me. Look upon me not only as your brigadier, but as your friend. By the help of God I will try and lead you to the best of my ability, and remember your interests are my interests."	[622, 831, 739, 1023]
article-text: The death is announced of Major Moraht, the well-known military critic of the "Berliner Tageblatt," whose articles have been frequently quoted during the war.—Aus.-N.Z. Cable Assn.	[622, 718, 739, 776]
subheadline: ACTION BY THE GOVERNMENT.	[380, 86, 495, 95]
subheadline: EXPLOSIONS AND FIRES CAUSED	[144, 607, 231, 627]
dateline: Tokio, March 23.	[194, 316, 246, 326]
dateline: Amsterdam, March 23.	[176, 534, 246, 544]
subheadline: UNLESS WORK RESUMED	[634, 96, 727, 105]
dateline: London, March 22.	[187, 1275, 246, 1285]
headline: A FARMER'S SEVERE LOSS.	[385, 1008, 490, 1032]
subheadline: PROGRESS MADE EASTWARD	[134, 886, 241, 896]
received-note: (Rec. March 24, 5.5 p.m.)	[272, 1097, 351, 1107]
subheadline: MORE ABOUT THE LOSSES	[389, 63, 486, 72]
casualty-list: Shelton, J. E. Shelton, Wilton. Died in March.	[873, 228, 986, 247]
article-text: The yachts Tawhiti and Iris will race on Easter Monday for the Harbour Trophy, and it is expected that the race will close the season.	[748, 974, 864, 1013]
headline: THE RAID ON MANNHEIM	[139, 575, 236, 606]
column-7	[873, 34, 986, 1746]
headline: CANTERBURY DISTRICT.	[894, 714, 965, 738]
sub-column-right	[129, 572, 246, 1916]
subheadline: POPULACE PANIC-STRICKEN	[136, 628, 239, 638]
article-text: The ladies' race attracted a good deal of attention, the race being won by Miss Bawley's yacht "Iris." The crew comprised ladies and they handled the yacht capitally.	[748, 863, 864, 911]
headline: ATTEMPT TO BREAK GAOL	[259, 1810, 364, 1834]
advert-headline: NOVOCO WILL SAVE £2 10S. IN EVERY FIVE WEEKS.	[623, 1242, 738, 1278]
article-text: A Belgian communique states: "During the naval engagement last night off Dunkirk, enemy vessels bombarded our coast towards La Panne."—Aus.-N.Z. Cable Assn.-Reuter.	[6, 928, 123, 986]
dateline: London, March 21.	[187, 898, 246, 908]
article-text: G. Anderson (butcher's shop and dwelling), H. H. Davis (carpenter's shop), Mr. D. D. Cameron, Commercial Hotel, stables, and outbuildings, occupied by W. Wilton, as sub-residence, Fire Brigade station, Town Board offices, dairy factory, R. Bennett, A. Hughes, S. Gould, H. Jenkins, J. M'Crea, A. J. Parker, W. H. Tustin, F. Tait, W. Parsons, A. Smith, C. G. Morris, H. Rogers, B. H. Pryor, J. Cole, W. Fennah, A. Sykes, G. Parker, T. O'Sullivan, A. J. Parkes, J. Shaw, J. L. Thompson, C. Bartlett, T. Neely, B. Andrews, T. Quayle, W. Beddington, Morris Greenaway, A. Bishop.	[508, 34, 613, 216]
article-text: On Hukumu Road.—V. and R. Samuel.	[508, 432, 613, 451]
article-text: The Relief Committee from Wanganui returned from its visit to Raetihi and Ohakune, and reports that a representative of the committee was elected to carry on relief work. The Hon. Mr. Guthrie has telegraphed for a Government officer to join the committee to assess the damage.	[508, 690, 613, 777]
headline: WELL-ARMED AUXILIARY SCHOONER.	[28, 1356, 101, 1392]
subheadline: THE REQUISITION OF DUTCH VESSELS	[259, 544, 364, 564]
dateline: Petrograd, March 23.	[179, 107, 246, 117]
article-text: "The fire, which got a grip of the Mangaohane Valley on the afternoon of March 12, also destroyed a number of houses in the surrounding districts, and much damage was done to grass and fencing on farms. In the valley itself residents fled for their lives, and in some cases lost everything they had."	[376, 857, 499, 934]
subheadline: TWO ENGAGEMENTS REPORTED	[6, 592, 123, 602]
received-note: (Rec. March 24, 5.25 p.m.)	[23, 1394, 106, 1404]
article-text: A sensational attempt by gaol breakers was made at Pentridge Prison. Two notorious criminals, once named Gilmour, a New Zealander, serving long terms, sawed their way out of the hospital ward, bound and gagged the warder, and were making for the walls.	[256, 1857, 367, 1934]
headline: SICK AND WOUNDED	[877, 251, 982, 263]
subheadline: ACTION BY THE POPE.	[147, 785, 228, 795]
dateline: Washington, March 22.	[296, 1483, 367, 1493]
advert-headline: DO NOT BE WITHOUT CLEMENTS TONIC IN WINTER. IT STRENGTHENS THE SYSTEM AGAINST WINTER ILLNESSES.	[752, 1024, 860, 1096]
headline: COMMERCE RAIDER CAPTURED	[12, 1187, 117, 1211]
column-rule	[868, 34, 869, 1746]
received-note: (Rec. March 24, 5.5 p.m.)	[641, 697, 720, 707]
dateline: Rome, March 21.	[193, 796, 246, 806]
received-note: (Rec. March 24, 5.5 p.m.)	[86, 523, 166, 533]
article-text: Lieutenant Cecil G. Fedden, Indian Infantry, attached Royal Flying Corps, was buried with military honours at Berwick early in January. While flying over the sea on a Moodle morning, Lieutenant Fedden's machine descended owing to engine trouble, and remained afloat. He tried in vain to save his companion, and was himself drowned in the attempt.	[748, 597, 864, 703]
subheadline: SEVERE CASES.	[901, 393, 958, 403]
